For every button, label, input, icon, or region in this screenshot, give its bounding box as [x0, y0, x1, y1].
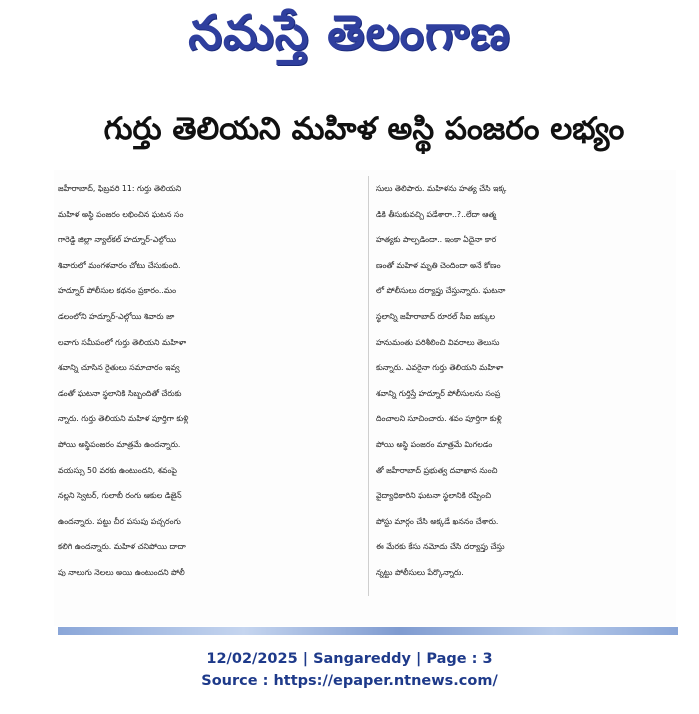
- article-text-line: పోస్టు మార్గం చేసి అక్కడే ఖననం చేశారు.: [376, 516, 499, 526]
- article-text-line: గారెడ్డి జిల్లా న్యాల్‌కల్ హద్నూర్-ఎల్గోయి: [58, 235, 177, 245]
- article-column-right: [376, 176, 676, 586]
- article-text-line: లవాగు సమీపంలో గుర్తు తెలియని మహిళా: [58, 337, 187, 347]
- article-text-line: హనుమంతు పరిశీలించి వివరాలు తెలుసు: [376, 337, 500, 347]
- source-link[interactable]: Source : https://epaper.ntnews.com/: [201, 673, 498, 689]
- article-text-line: దించాలని సూచించారు. శవం పూర్తిగా కుళ్లి: [376, 414, 502, 424]
- article-text-line: వయస్సు 50 వరకు ఉంటుందని, శవంపై: [58, 465, 177, 475]
- article-column-left: [58, 176, 358, 586]
- article-text-line: పు నాలుగు నెలలు అయి ఉంటుందని పోలీ: [58, 567, 185, 577]
- article-text-line: వైద్యాధికారిని ఘటనా స్థలానికి రప్పించి: [376, 491, 492, 501]
- clipping-bottom-strip: [58, 627, 678, 635]
- article-text-line: తో జహీరాబాద్ ప్రభుత్వ దవాఖాన నుంచి: [376, 465, 498, 475]
- article-headline: గుర్తు తెలియని మహిళ అస్థి పంజరం లభ్యం: [103, 110, 625, 147]
- article-text-line: శవాన్ని గుర్తిస్తే హద్నూర్ పోలీసులను సంప్ర: [376, 388, 501, 398]
- masthead: [0, 0, 699, 78]
- edition-info: 12/02/2025 | Sangareddy | Page : 3: [206, 651, 493, 667]
- article-text-line: మహిళ అస్థి పంజరం లభించిన ఘటన సం: [58, 209, 184, 219]
- article-text-line: హద్నూర్ పోలీసుల కథనం ప్రకారం..మం: [58, 286, 177, 296]
- article-text-line: డంతో ఘటనా స్థలానికి సిబ్బందితో చేరుకు: [58, 388, 182, 398]
- article-text-line: డికి తీసుకువచ్చి పడేశారా..?..లేదా ఆత్మ: [376, 209, 497, 219]
- article-text-line: డలంలోని హద్నూర్-ఎల్గోయి శివారు జా: [58, 311, 175, 321]
- article-text-line: సులు తెలిపారు. మహిళను హత్య చేసి ఇక్క: [376, 184, 507, 193]
- article-text-line: న్నట్టు పోలీసులు పేర్కొన్నారు.: [376, 567, 464, 577]
- article-headline-box: [48, 98, 680, 166]
- article-text-line: న్నారు. గుర్తు తెలియని మహిళ పూర్తిగా కుళ్లి: [58, 414, 189, 424]
- article-text-line: జహీరాబాద్, ఫిబ్రవరి 11: గుర్తు తెలియని: [58, 184, 182, 193]
- article-text-line: పోయి అస్థి పంజరం మాత్రమే మిగలడం: [376, 439, 493, 449]
- article-text-line: ణంతో మహిళ మృతి చెందిందా అనే కోణం: [376, 260, 501, 270]
- article-text-line: లో పోలీసులు దర్యాప్తు చేస్తున్నారు. ఘటనా: [376, 286, 506, 296]
- article-text-line: నల్లని స్వెటర్, గులాబీ రంగు ఆకుల డిజైన్: [58, 491, 182, 501]
- article-clipping: [54, 170, 676, 626]
- article-text-line: హత్యకు పాల్పడిందా.. ఇంకా ఏదైనా కార: [376, 235, 497, 245]
- article-text-line: స్థలాన్ని జహీరాబాద్ రూరల్ సీఐ జక్కుల: [376, 311, 496, 321]
- article-text-line: శవాన్ని చూసిన రైతులు సమాచారం ఇవ్వ: [58, 363, 180, 373]
- article-text-line: కున్నారు. ఎవరైనా గుర్తు తెలియని మహిళా: [376, 363, 504, 373]
- column-divider: [368, 176, 369, 596]
- article-text-line: శివారులో మంగళవారం చోటు చేసుకుంది.: [58, 260, 181, 270]
- masthead-logo: నమస్తే తెలంగాణ: [188, 5, 511, 61]
- article-text-line: ఈ మేరకు కేసు నమోదు చేసి దర్యాప్తు చేస్తు: [376, 542, 505, 552]
- article-text-line: కలిగి ఉందన్నారు. మహిళ చనిపోయి దాదా: [58, 542, 186, 552]
- article-text-line: ఉందన్నారు. పట్టు చీర పసుపు పచ్చరంగు: [58, 516, 181, 526]
- source-footer: [0, 648, 699, 692]
- article-text-line: పోయి అస్థిపంజరం మాత్రమే ఉందన్నారు.: [58, 439, 181, 449]
